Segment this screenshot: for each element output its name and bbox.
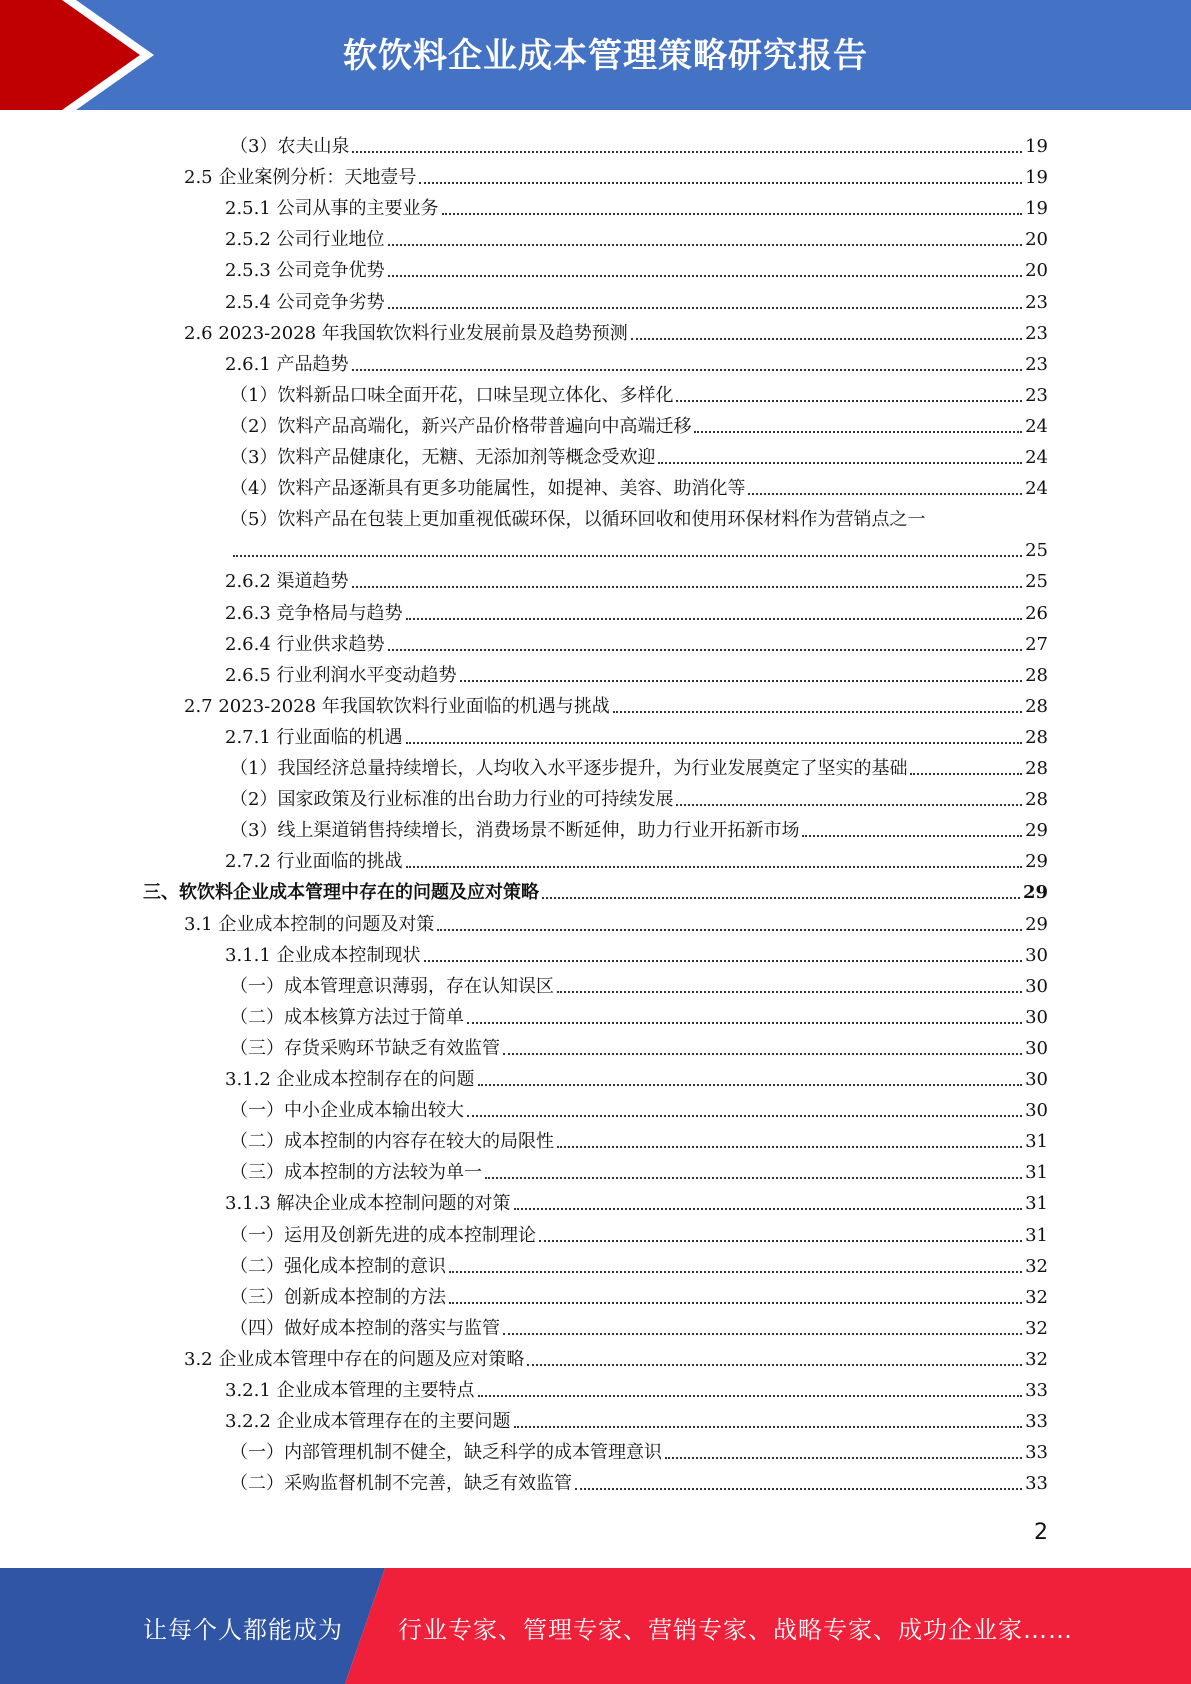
toc-dot-leader	[406, 866, 1023, 868]
toc-entry[interactable]	[230, 967, 1048, 998]
toc-entry[interactable]	[230, 1309, 1048, 1340]
toc-entry[interactable]	[230, 1216, 1048, 1247]
toc-entry-label: （三）创新成本控制的方法	[230, 1286, 446, 1308]
toc-entry-page: 20	[1025, 260, 1048, 282]
toc-entry-label: 2.6.2 渠道趋势	[225, 571, 349, 593]
toc-entry-page: 27	[1025, 633, 1048, 655]
toc-entry-label: （3）农夫山泉	[230, 136, 350, 157]
toc-entry[interactable]	[225, 189, 1048, 220]
toc-entry-page: 32	[1025, 1255, 1048, 1277]
toc-entry[interactable]	[225, 594, 1048, 625]
toc-entry-label: （三）存货采购环节缺乏有效监管	[230, 1037, 500, 1059]
toc-dot-leader	[514, 1208, 1023, 1210]
toc-entry[interactable]	[230, 1153, 1048, 1184]
toc-entry-page: 29	[1025, 820, 1048, 842]
toc-entry[interactable]	[230, 1433, 1048, 1464]
toc-entry-label: 三、软饮料企业成本管理中存在的问题及应对策略	[143, 882, 539, 904]
toc-entry[interactable]	[184, 314, 1048, 345]
toc-dot-leader	[449, 1302, 1022, 1304]
toc-entry-label: （2）饮料产品高端化，新兴产品价格带普遍向中高端迁移	[230, 415, 692, 437]
toc-entry[interactable]	[230, 469, 1048, 500]
toc-entry-label: （4）饮料产品逐渐具有更多功能属性，如提神、美容、助消化等	[230, 478, 746, 500]
toc-entry-page: 29	[1025, 851, 1048, 873]
toc-dot-leader	[514, 1426, 1023, 1428]
toc-dot-leader	[485, 1177, 1022, 1179]
toc-dot-leader	[676, 804, 1022, 806]
toc-dot-leader	[557, 991, 1022, 993]
toc-dot-leader	[388, 307, 1023, 309]
toc-entry-page: 30	[1025, 944, 1048, 966]
toc-entry-label: （3）线上渠道销售持续增长，消费场景不断延伸，助力行业开拓新市场	[230, 820, 800, 842]
toc-dot-leader	[802, 835, 1022, 837]
toc-entry-label: 2.7.1 行业面临的机遇	[225, 726, 403, 748]
toc-entry-page: 20	[1025, 229, 1048, 251]
toc-dot-leader	[748, 493, 1022, 495]
toc-entry-label: 2.7.2 行业面临的挑战	[225, 851, 403, 873]
toc-entry-page: 24	[1025, 415, 1048, 437]
toc-entry-label: （一）运用及创新先进的成本控制理论	[230, 1224, 536, 1246]
toc-entry-page: 23	[1025, 384, 1048, 406]
toc-entry-label: （三）成本控制的方法较为单一	[230, 1162, 482, 1184]
toc-entry-page: 24	[1025, 478, 1048, 500]
toc-entry-page: 30	[1025, 1069, 1048, 1090]
toc-dot-leader	[676, 400, 1022, 402]
toc-entry-page: 19	[1025, 198, 1048, 220]
toc-entry[interactable]	[230, 376, 1048, 407]
report-title: 软饮料企业成本管理策略研究报告	[343, 36, 868, 76]
toc-entry-page: 32	[1025, 1286, 1048, 1308]
toc-entry-page: 33	[1025, 1473, 1048, 1495]
toc-dot-leader	[388, 275, 1023, 277]
toc-dot-leader	[910, 773, 1022, 775]
toc-entry-page: 33	[1025, 1380, 1048, 1401]
toc-entry[interactable]	[230, 1029, 1048, 1060]
toc-entry-label: 2.5.2 公司行业地位	[225, 229, 385, 251]
toc-entry-label: （2）国家政策及行业标准的出台助力行业的可持续发展	[230, 789, 674, 811]
toc-dot-leader	[539, 1240, 1022, 1242]
toc-dot-leader	[419, 182, 1022, 184]
toc-entry[interactable]	[225, 656, 1048, 687]
toc-dot-leader	[233, 555, 1022, 557]
toc-dot-leader	[503, 1333, 1022, 1335]
toc-entry-page: 25	[1025, 540, 1048, 562]
toc-entry[interactable]	[225, 562, 1048, 593]
toc-entry-label: （3）饮料产品健康化，无糖、无添加剂等概念受欢迎	[230, 447, 656, 468]
toc-entry-page: 19	[1025, 167, 1048, 189]
toc-entry-label: 3.1.3 解决企业成本控制问题的对策	[225, 1193, 511, 1215]
toc-entry-page: 30	[1025, 1006, 1048, 1028]
toc-entry-label: （一）内部管理机制不健全，缺乏科学的成本管理意识	[230, 1442, 662, 1464]
toc-entry[interactable]	[230, 407, 1048, 438]
toc-entry-label: 2.6.3 竞争格局与趋势	[225, 602, 403, 624]
toc-entry[interactable]	[225, 718, 1048, 749]
toc-dot-leader	[388, 244, 1023, 246]
footer-slogan-right: 行业专家、管理专家、营销专家、战略专家、成功企业家……	[398, 1616, 1073, 1644]
toc-entry[interactable]	[230, 1122, 1048, 1153]
toc-entry-label: 2.5.1 公司从事的主要业务	[225, 198, 439, 220]
page-number: 2	[1034, 1520, 1048, 1545]
toc-entry-label: （一）中小企业成本输出较大	[230, 1100, 464, 1122]
toc-entry-label: 3.1.2 企业成本控制存在的问题	[225, 1069, 475, 1090]
toc-entry-label: 2.6.1 产品趋势	[225, 353, 349, 375]
toc-dot-leader	[557, 1146, 1022, 1148]
toc-dot-leader	[406, 618, 1023, 620]
toc-dot-leader	[352, 151, 1022, 153]
toc-entry-label: 2.6.5 行业利润水平变动趋势	[225, 664, 457, 686]
toc-dot-leader	[694, 431, 1022, 433]
toc-entry-label: （1）饮料新品口味全面开花，口味呈现立体化、多样化	[230, 384, 674, 406]
toc-dot-leader	[542, 897, 1020, 899]
toc-entry-page: 29	[1022, 882, 1048, 904]
toc-entry-label: （5）饮料产品在包装上更加重视低碳环保，以循环回收和使用环保材料作为营销点之一	[230, 509, 926, 531]
toc-entry-label: 3.2 企业成本管理中存在的问题及应对策略	[184, 1348, 525, 1370]
toc-entry-page: 23	[1025, 291, 1048, 313]
toc-entry[interactable]	[225, 1060, 1048, 1091]
toc-entry-page: 31	[1025, 1193, 1048, 1215]
toc-entry[interactable]	[184, 1340, 1048, 1371]
toc-entry-label: 2.7 2023-2028 年我国软饮料行业面临的机遇与挑战	[184, 695, 610, 717]
toc-entry[interactable]	[225, 345, 1048, 376]
toc-entry[interactable]	[230, 1278, 1048, 1309]
toc-entry[interactable]	[225, 220, 1048, 251]
toc-dot-leader	[467, 1115, 1022, 1117]
toc-entry-label: 2.5.3 公司竞争优势	[225, 260, 385, 282]
toc-entry[interactable]	[230, 500, 1048, 562]
toc-entry-label: （二）强化成本控制的意识	[230, 1255, 446, 1277]
toc-entry-page: 28	[1025, 726, 1048, 748]
toc-entry-label: （四）做好成本控制的落实与监管	[230, 1317, 500, 1339]
toc-dot-leader	[442, 213, 1023, 215]
toc-entry-label: （二）采购监督机制不完善，缺乏有效监管	[230, 1473, 572, 1495]
toc-entry-page: 32	[1025, 1348, 1048, 1370]
toc-entry[interactable]	[225, 283, 1048, 314]
toc-entry-label: 2.5.4 公司竞争劣势	[225, 291, 385, 313]
toc-entry-page: 28	[1025, 695, 1048, 717]
toc-entry-page: 33	[1025, 1411, 1048, 1433]
toc-entry-page: 31	[1025, 1224, 1048, 1246]
toc-entry-page: 29	[1025, 913, 1048, 935]
toc-entry-page: 24	[1025, 447, 1048, 468]
toc-entry-page: 30	[1025, 1100, 1048, 1122]
toc-dot-leader	[613, 711, 1022, 713]
toc-entry[interactable]	[225, 1184, 1048, 1215]
toc-dot-leader	[424, 960, 1023, 962]
toc-entry[interactable]	[230, 749, 1048, 780]
toc-dot-leader	[503, 1053, 1022, 1055]
toc-dot-leader	[437, 929, 1022, 931]
toc-dot-leader	[478, 1084, 1023, 1086]
toc-entry[interactable]	[143, 873, 1048, 904]
toc-entry[interactable]	[230, 811, 1048, 842]
toc-dot-leader	[665, 1457, 1022, 1459]
toc-dot-leader	[478, 1395, 1023, 1397]
toc-entry[interactable]	[230, 998, 1048, 1029]
toc-entry[interactable]	[225, 625, 1048, 656]
toc-entry-label: 3.1.1 企业成本控制现状	[225, 944, 421, 966]
toc-entry[interactable]	[230, 127, 1048, 158]
toc-entry[interactable]	[230, 780, 1048, 811]
toc-dot-leader	[467, 1022, 1022, 1024]
toc-entry-page: 31	[1025, 1131, 1048, 1153]
toc-entry[interactable]	[230, 1091, 1048, 1122]
toc-entry-label: （二）成本核算方法过于简单	[230, 1006, 464, 1028]
page-footer	[0, 1568, 1191, 1684]
toc-entry-label: 3.2.2 企业成本管理存在的主要问题	[225, 1411, 511, 1433]
toc-entry-label: （二）成本控制的内容存在较大的局限性	[230, 1131, 554, 1153]
toc-entry-page: 30	[1025, 975, 1048, 997]
toc-dot-leader	[658, 462, 1022, 464]
toc-entry-page: 23	[1025, 322, 1048, 344]
toc-dot-leader	[460, 680, 1023, 682]
toc-entry-page: 30	[1025, 1037, 1048, 1059]
toc-entry[interactable]	[184, 905, 1048, 936]
toc-dot-leader	[631, 338, 1022, 340]
toc-entry-label: （一）成本管理意识薄弱，存在认知误区	[230, 975, 554, 997]
toc-entry-label: 2.6 2023-2028 年我国软饮料行业发展前景及趋势预测	[184, 322, 628, 344]
toc-entry-page: 28	[1025, 789, 1048, 811]
toc-dot-leader	[449, 1271, 1022, 1273]
toc-dot-leader	[406, 742, 1023, 744]
toc-entry-page: 25	[1025, 571, 1048, 593]
toc-entry-page: 28	[1025, 664, 1048, 686]
toc-dot-leader	[527, 1364, 1022, 1366]
toc-dot-leader	[352, 369, 1023, 371]
toc-entry-label: 3.1 企业成本控制的问题及对策	[184, 913, 435, 935]
toc-dot-leader	[352, 586, 1023, 588]
toc-dot-leader	[388, 649, 1023, 651]
toc-entry[interactable]	[230, 438, 1048, 469]
toc-entry[interactable]	[184, 158, 1048, 189]
toc-entry-page: 19	[1025, 136, 1048, 157]
toc-entry[interactable]	[230, 1464, 1048, 1495]
toc-entry[interactable]	[225, 1402, 1048, 1433]
page-header	[0, 0, 1191, 110]
footer-slogan-left: 让每个人都能成为	[143, 1616, 343, 1644]
toc-entry-page: 31	[1025, 1162, 1048, 1184]
toc-entry-page: 26	[1025, 602, 1048, 624]
toc-entry-label: 3.2.1 企业成本管理的主要特点	[225, 1380, 475, 1401]
toc-entry-page: 28	[1025, 758, 1048, 779]
toc-entry-page: 33	[1025, 1442, 1048, 1464]
toc-entry[interactable]	[225, 1371, 1048, 1402]
toc-entry-label: 2.5 企业案例分析：天地壹号	[184, 167, 417, 189]
toc-entry-page: 32	[1025, 1317, 1048, 1339]
toc-entry[interactable]	[225, 251, 1048, 282]
toc-dot-leader	[575, 1488, 1022, 1490]
toc-entry[interactable]	[225, 842, 1048, 873]
toc-entry-page: 23	[1025, 353, 1048, 375]
toc-entry[interactable]	[184, 687, 1048, 718]
toc-entry-label: 2.6.4 行业供求趋势	[225, 633, 385, 655]
toc-entry-label: （1）我国经济总量持续增长，人均收入水平逐步提升，为行业发展奠定了坚实的基础	[230, 758, 908, 779]
toc-entry[interactable]	[230, 1247, 1048, 1278]
toc-entry[interactable]	[225, 936, 1048, 967]
